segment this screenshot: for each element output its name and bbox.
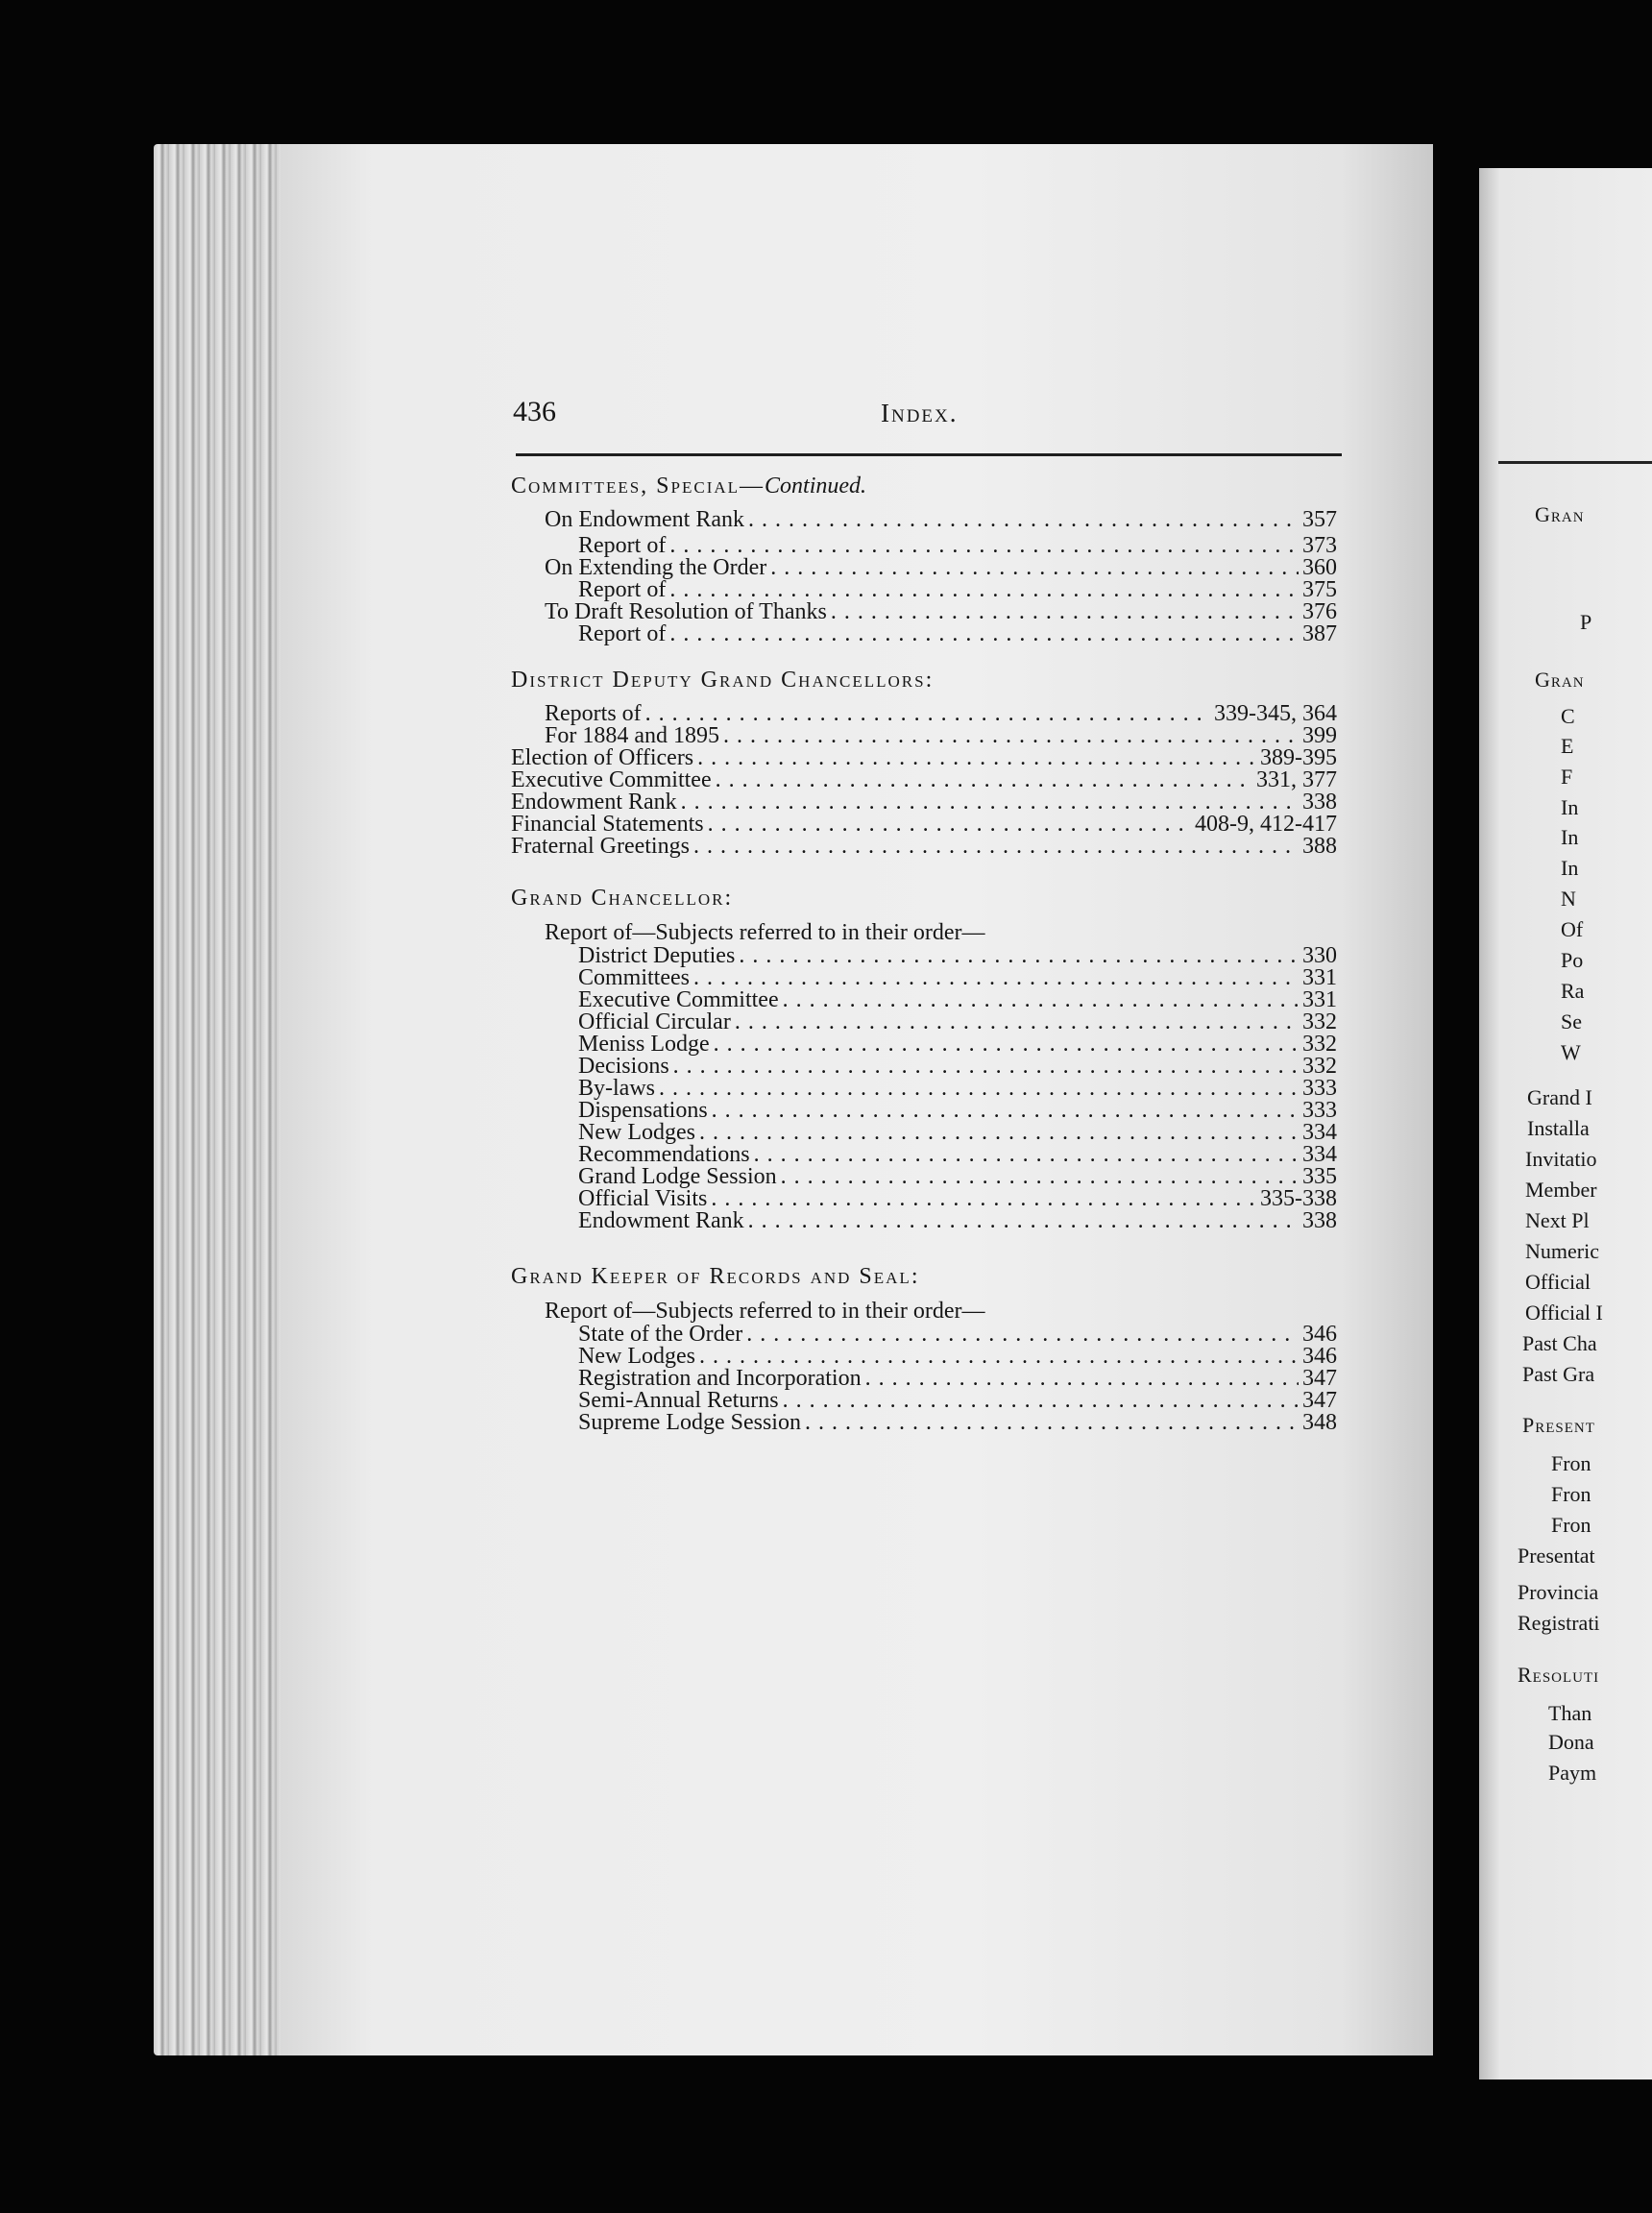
section-subheading: Report of—Subjects referred to in their order— bbox=[545, 1299, 985, 1324]
right-fragment: In bbox=[1561, 856, 1579, 880]
index-entry: New Lodges . . . 334 bbox=[578, 1120, 1337, 1146]
section-subheading: Report of—Subjects referred to in their order— bbox=[545, 920, 985, 945]
index-entry: Committees . . . 331 bbox=[578, 965, 1337, 991]
section-heading: District Deputy Grand Chancellors: bbox=[511, 668, 935, 693]
index-entry: Report of . . . 375 bbox=[578, 577, 1337, 603]
index-entry: Grand Lodge Session . . . 335 bbox=[578, 1164, 1337, 1190]
right-fragment: Dona bbox=[1548, 1730, 1594, 1754]
right-fragment: Than bbox=[1548, 1701, 1592, 1725]
right-fragment: Past Gra bbox=[1522, 1362, 1595, 1386]
right-fragment: Presentat bbox=[1518, 1544, 1595, 1568]
right-page-fragment bbox=[1479, 168, 1652, 2079]
right-fragment: In bbox=[1561, 825, 1579, 849]
right-fragment: P bbox=[1580, 610, 1592, 634]
index-entry: Meniss Lodge . . . 332 bbox=[578, 1032, 1337, 1058]
index-entry: On Extending the Order . . . 360 bbox=[545, 555, 1337, 581]
right-fragment: Invitatio bbox=[1525, 1147, 1597, 1171]
right-fragment: Of bbox=[1561, 917, 1584, 941]
section-heading: Committees, Special—Continued. bbox=[511, 474, 867, 499]
right-fragment: Fron bbox=[1551, 1513, 1591, 1537]
right-fragment: Gran bbox=[1535, 502, 1585, 526]
index-entry: Election of Officers . . . 389-395 bbox=[511, 745, 1337, 771]
right-fragment: Gran bbox=[1535, 668, 1585, 692]
index-entry: By-laws . . . 333 bbox=[578, 1076, 1337, 1102]
header-rule bbox=[1498, 461, 1652, 464]
index-entry: Endowment Rank . . . 338 bbox=[511, 790, 1337, 815]
right-fragment: Member bbox=[1525, 1178, 1597, 1202]
right-fragment: Installa bbox=[1527, 1116, 1590, 1140]
page-title: Index. bbox=[881, 399, 959, 427]
header-rule bbox=[516, 453, 1342, 456]
right-fragment: F bbox=[1561, 765, 1573, 789]
right-fragment: Fron bbox=[1551, 1451, 1591, 1475]
right-fragment: Registrati bbox=[1518, 1611, 1600, 1635]
section-heading: Grand Keeper of Records and Seal: bbox=[511, 1264, 920, 1289]
index-entry: Supreme Lodge Session . . . 348 bbox=[578, 1410, 1337, 1436]
index-entry: For 1884 and 1895 . . . 399 bbox=[545, 723, 1337, 749]
index-entry: Dispensations . . . 333 bbox=[578, 1098, 1337, 1124]
right-fragment: C bbox=[1561, 704, 1575, 728]
right-fragment: Numeric bbox=[1525, 1239, 1599, 1263]
section-heading: Grand Chancellor: bbox=[511, 886, 734, 911]
index-entry: Endowment Rank . . . 338 bbox=[578, 1208, 1337, 1234]
index-entry: Report of . . . 387 bbox=[578, 621, 1337, 647]
right-fragment: Paym bbox=[1548, 1761, 1597, 1785]
index-entry: District Deputies . . . 330 bbox=[578, 943, 1337, 969]
right-fragment: Se bbox=[1561, 1009, 1582, 1034]
right-fragment: N bbox=[1561, 887, 1576, 911]
right-fragment: Fron bbox=[1551, 1482, 1591, 1506]
index-entry: Semi-Annual Returns . . . 347 bbox=[578, 1388, 1337, 1414]
right-fragment: E bbox=[1561, 734, 1574, 758]
right-fragment: Next Pl bbox=[1525, 1208, 1590, 1232]
index-entry: Report of . . . 373 bbox=[578, 533, 1337, 559]
index-entry: Registration and Incorporation . . . 347 bbox=[578, 1366, 1337, 1392]
index-entry: To Draft Resolution of Thanks . . . 376 bbox=[545, 599, 1337, 625]
index-entry: On Endowment Rank . . . 357 bbox=[545, 507, 1337, 533]
right-fragment: Po bbox=[1561, 948, 1584, 972]
index-entry: Executive Committee . . . 331, 377 bbox=[511, 767, 1337, 793]
index-entry: Recommendations . . . 334 bbox=[578, 1142, 1337, 1168]
index-entry: Official Circular . . . 332 bbox=[578, 1009, 1337, 1035]
left-page bbox=[280, 144, 1433, 2055]
right-fragment: Official I bbox=[1525, 1301, 1603, 1325]
index-entry: Fraternal Greetings . . . 388 bbox=[511, 834, 1337, 860]
right-fragment: W bbox=[1561, 1040, 1581, 1064]
index-entry: Official Visits . . . 335-338 bbox=[578, 1186, 1337, 1212]
right-fragment: In bbox=[1561, 795, 1579, 819]
right-fragment: Ra bbox=[1561, 979, 1585, 1003]
book-page-edges bbox=[154, 144, 283, 2055]
index-entry: Reports of . . . 339-345, 364 bbox=[545, 701, 1337, 727]
page-number: 436 bbox=[513, 396, 556, 427]
right-fragment: Grand I bbox=[1527, 1085, 1592, 1109]
index-entry: Executive Committee . . . 331 bbox=[578, 987, 1337, 1013]
index-entry: Decisions . . . 332 bbox=[578, 1054, 1337, 1080]
index-entry: State of the Order . . . 346 bbox=[578, 1322, 1337, 1348]
right-fragment: Official bbox=[1525, 1270, 1591, 1294]
index-entry: Financial Statements . . . 408-9, 412-417 bbox=[511, 812, 1337, 838]
right-fragment: Past Cha bbox=[1522, 1331, 1597, 1355]
right-fragment: Present bbox=[1522, 1413, 1595, 1437]
index-entry: New Lodges . . . 346 bbox=[578, 1344, 1337, 1370]
right-fragment: Resoluti bbox=[1518, 1663, 1600, 1687]
right-fragment: Provincia bbox=[1518, 1580, 1599, 1604]
